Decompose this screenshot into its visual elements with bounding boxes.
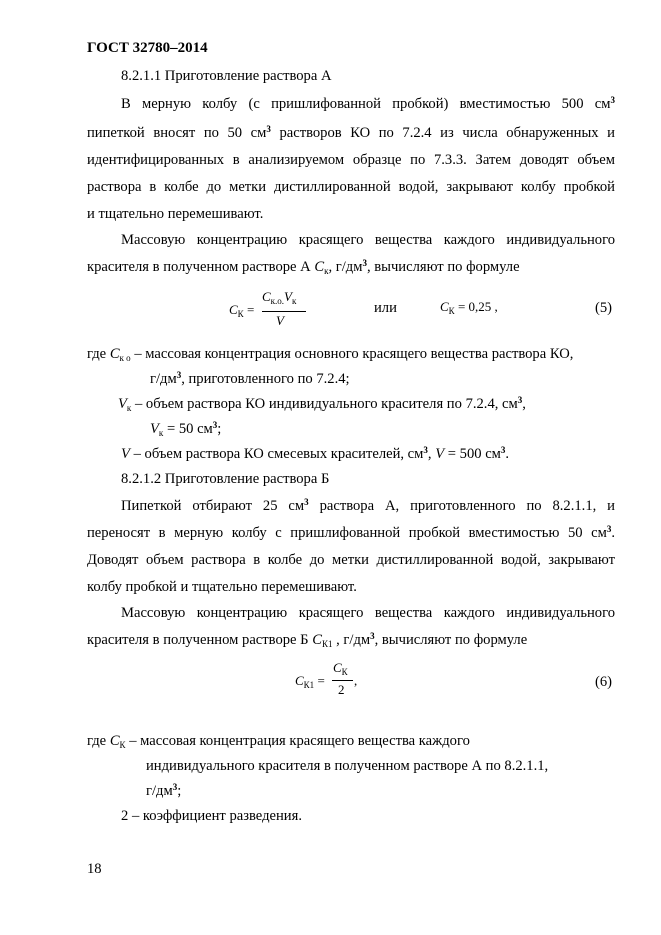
paragraph-line: и тщательно перемешивают.: [87, 206, 264, 222]
paragraph-line: переносят в мерную колбу с пришлифованной пробкой вместимостью 50 $см^3$.: [87, 524, 615, 541]
formula-lhs: $C_К$ =: [229, 302, 255, 319]
definition-line: $V_к = 50$ $см^3$;: [150, 420, 222, 438]
definition-line: индивидуального красителя в полученном растворе А по 8.2.1.1,: [146, 758, 549, 774]
fraction-bar: [262, 311, 306, 312]
paragraph-line: Массовую концентрацию красящего вещества каждого индивидуального: [121, 605, 615, 621]
definition-line: где $C_{к о}$ – массовая концентрация основного красящего вещества раствора КО,: [87, 346, 574, 363]
definition-line: V – объем раствора КО смесевых красителей, $см^3$, V = 500 $см^3$.: [121, 445, 510, 462]
paragraph-line: Доводят объем раствора в колбе до метки дистиллированной водой, закрывают: [87, 552, 615, 568]
formula-comma: ,: [354, 673, 358, 688]
paragraph-line: раствора в колбе до метки дистиллированной водой, закрывают колбу пробкой: [87, 179, 615, 195]
paragraph-line: Массовую концентрацию красящего вещества каждого индивидуального: [121, 232, 615, 248]
definition-line: $г/дм^3$, приготовленного по 7.2.4;: [150, 370, 350, 387]
formula-denominator: 2: [338, 682, 345, 697]
paragraph-line: В мерную колбу (с пришлифованной пробкой) вместимостью 500 $см^3$: [121, 95, 615, 112]
paragraph-line: пипеткой вносят по 50 $см^3$ растворов КО по 7.2.4 из числа обнаруженных и: [87, 124, 615, 141]
definition-line: 2 – коэффициент разведения.: [121, 808, 302, 824]
formula-lhs: $C_{К1}$ =: [295, 673, 325, 690]
formula-number: (6): [595, 674, 613, 690]
formula-rhs: $C_К = 0,25$ ,: [440, 299, 498, 316]
formula-denominator: V: [276, 313, 284, 328]
formula-or-label: или: [374, 300, 397, 316]
formula-number: (5): [595, 300, 613, 316]
definition-line: где $C_К$ – массовая концентрация красящего вещества каждого: [87, 733, 470, 750]
paragraph-line: красителя в полученном растворе А $C_к$, $г/дм^3$, вычисляют по формуле: [87, 258, 520, 276]
paragraph-line: колбу пробкой и тщательно перемешивают.: [87, 579, 357, 595]
paragraph-line: идентифицированных в анализируемом образце по 7.3.3. Затем доводят объем: [87, 152, 615, 168]
paragraph-line: Пипеткой отбирают 25 $см^3$ раствора А, приготовленного по 8.2.1.1, и: [121, 497, 615, 514]
fraction-bar: [332, 680, 353, 681]
document-header: ГОСТ 32780–2014: [87, 40, 208, 56]
paragraph-line: красителя в полученном растворе Б $C_{К1}$ , $г/дм^3$, вычисляют по формуле: [87, 631, 528, 649]
definition-line: $г/дм^3$;: [146, 782, 182, 799]
formula-numerator: $C_К$: [333, 660, 348, 677]
formula-numerator: $C_{к.о.}V_к$: [262, 289, 297, 306]
page-number: 18: [87, 861, 102, 877]
definition-line: $V_к$ – объем раствора КО индивидуального красителя по 7.2.4, $см^3$,: [118, 395, 526, 413]
section-heading-8-2-1-1: 8.2.1.1 Приготовление раствора А: [121, 68, 332, 84]
section-heading-8-2-1-2: 8.2.1.2 Приготовление раствора Б: [121, 471, 330, 487]
